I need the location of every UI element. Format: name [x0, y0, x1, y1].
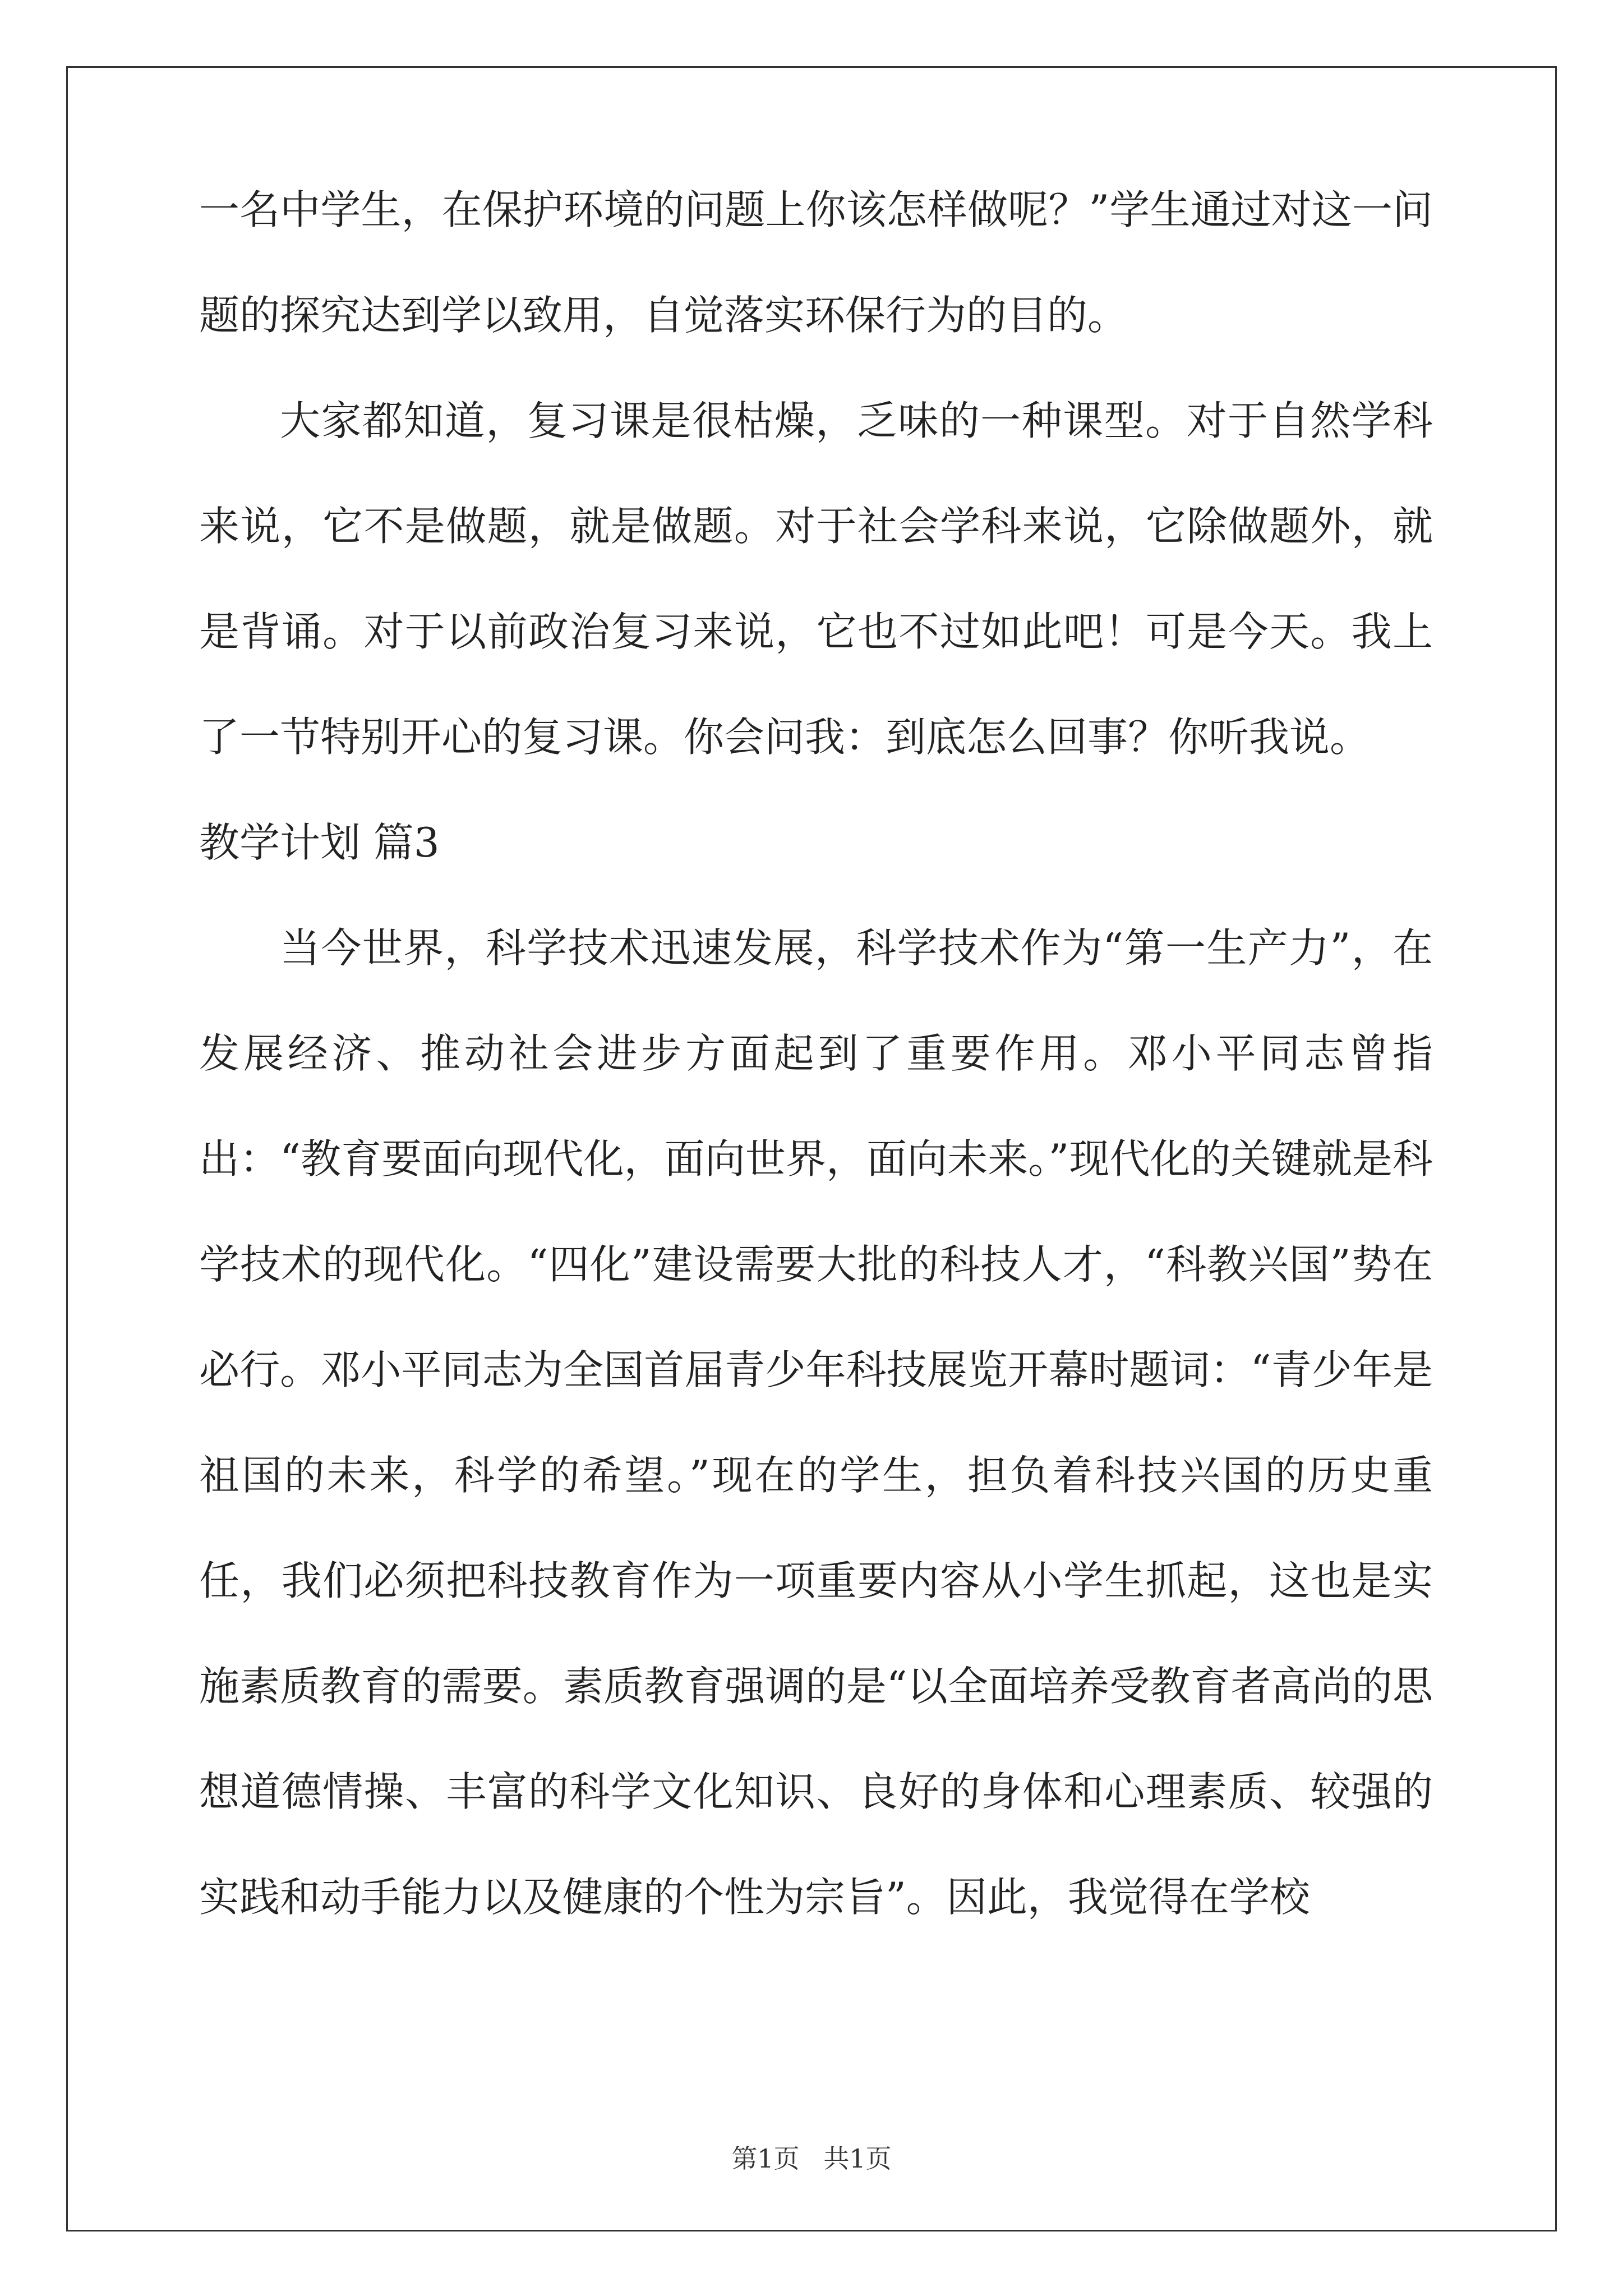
paragraph-2: 大家都知道，复习课是很枯燥，乏味的一种课型。对于自然学科来说，它不是做题，就是做题。对于社会学科来说，它除做题外，就是背诵。对于以前政治复习来说，它也不过如此吧！可是今天。我上了一节特别开心的复习课。你会问我：到底怎么回事？你听我说。 [199, 397, 1433, 761]
total-pages: 共1页 [823, 2143, 892, 2174]
page-footer [0, 2138, 1623, 2175]
document-body [199, 157, 1433, 1950]
paragraph-3: 当今世界，科学技术迅速发展，科学技术作为“第一生产力”，在发展经济、推动社会进步方面起到了重要作用。邓小平同志曾指出：“教育要面向现代化，面向世界，面向未来。”现代化的关键就是科学技术的现代化。“四化”建设需要大批的科技人才，“科教兴国”势在必行。邓小平同志为全国首届青少年科技展览开幕时题词：“青少年是祖国的未来，科学的希望。”现在的学生，担负着科技兴国的历史重任，我们必须把科技教育作为一项重要内容从小学生抓起，这也是实施素质教育的需要。素质教育强调的是“以全面培养受教育者高尚的思想道德情操、丰富的科学文化知识、良好的身体和心理素质、较强的实践和动手能力以及健康的个性为宗旨”。因此，我觉得在学校 [199, 924, 1433, 1921]
paragraph-1: 一名中学生，在保护环境的问题上你该怎样做呢？”学生通过对这一问题的探究达到学以致用，自觉落实环保行为的目的。 [199, 186, 1433, 339]
page-number: 第1页 [731, 2143, 800, 2174]
section-heading: 教学计划 篇3 [199, 819, 440, 866]
